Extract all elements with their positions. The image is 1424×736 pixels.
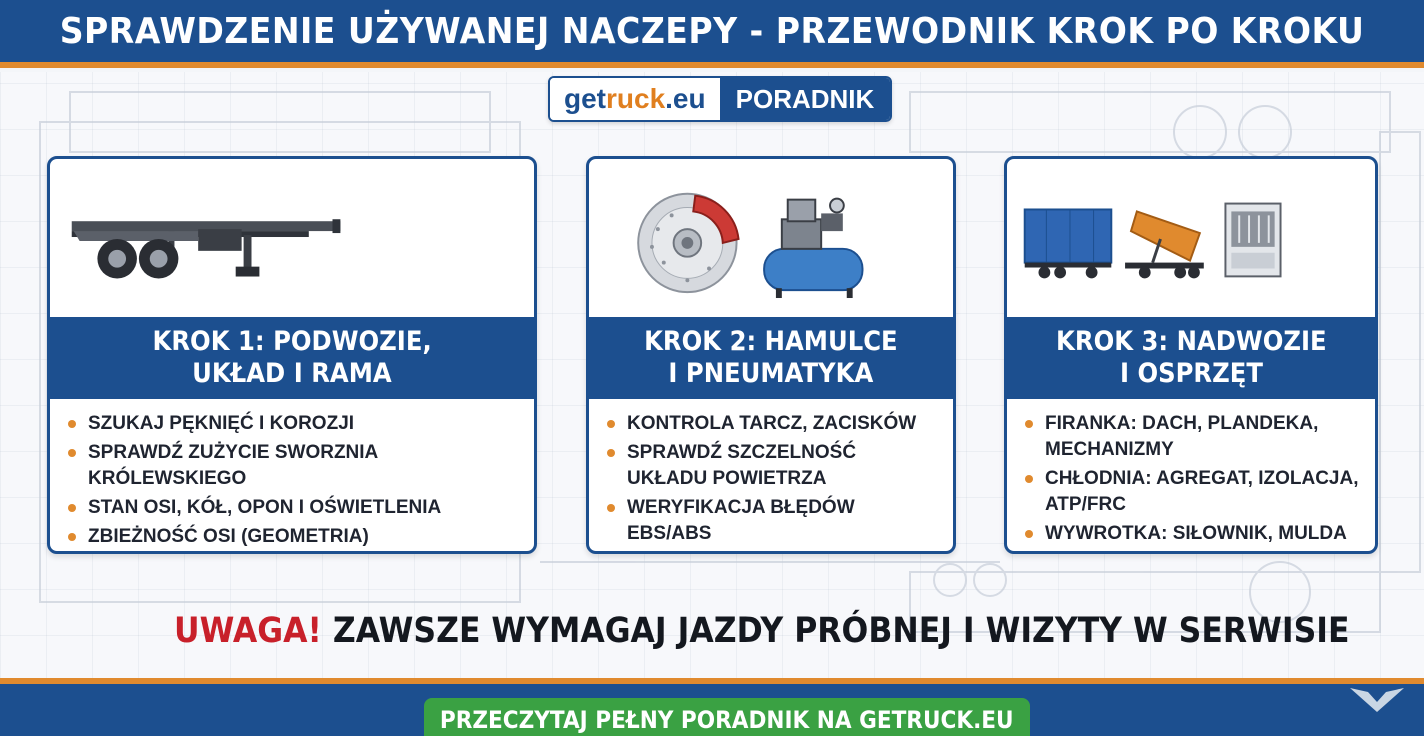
step-3-checklist: [1007, 411, 1375, 550]
list-item: WYWROTKA: SIŁOWNIK, MULDA: [1025, 521, 1359, 547]
logo-text-accent: ruck: [606, 83, 666, 114]
list-item: WERYFIKACJA BŁĘDÓW EBS/ABS: [607, 495, 937, 547]
warning-label: UWAGA!: [174, 611, 322, 651]
step-2-line1: KROK 2: HAMULCE: [644, 326, 898, 357]
refrigeration-unit-icon: [1225, 204, 1280, 277]
step-card-1: [47, 156, 537, 554]
list-item: SZUKAJ PĘKNIĘĆ I KOROZJI: [68, 411, 518, 437]
air-compressor-icon: [764, 199, 862, 298]
step-1-heading: [50, 317, 534, 399]
step-1-line1: KROK 1: PODWOZIE,: [152, 326, 432, 357]
list-item: CHŁODNIA: AGREGAT, IZOLACJA, ATP/FRC: [1025, 466, 1359, 518]
warning-banner: [160, 598, 1350, 664]
list-item: KONTROLA TARCZ, ZACISKÓW: [607, 411, 937, 437]
step-2-heading: [589, 317, 953, 399]
warning-text: [174, 611, 1350, 651]
sparkle-icon: [1346, 684, 1408, 716]
header-banner: [0, 0, 1424, 68]
list-item: FIRANKA: DACH, PLANDEKA, MECHANIZMY: [1025, 411, 1359, 463]
step-2-checklist: [589, 411, 953, 550]
list-item: SPRAWDŹ SZCZELNOŚĆ UKŁADU POWIETRZA: [607, 440, 937, 492]
step-1-checklist: [50, 411, 534, 553]
warning-message: ZAWSZE WYMAGAJ JAZDY PRÓBNEJ I WIZYTY W SERWISIE: [321, 611, 1350, 651]
step-3-line2: I OSPRZĘT: [1119, 358, 1263, 389]
step-1-line2: UKŁAD I RAMA: [192, 358, 392, 389]
page-title: SPRAWDZENIE UŻYWANEJ NACZEPY - PRZEWODNIK KROK PO KROKU: [59, 10, 1365, 52]
cta-label: PRZECZYTAJ PEŁNY PORADNIK NA GETRUCK.EU: [440, 706, 1014, 734]
step-3-line1: KROK 3: NADWOZIE: [1055, 326, 1327, 357]
logo-text-main: get: [564, 83, 606, 114]
step-2-line2: I PNEUMATYKA: [668, 358, 874, 389]
tipper-trailer-icon: [1125, 211, 1204, 278]
step-3-heading: [1007, 317, 1375, 399]
logo-text-suffix: .eu: [665, 83, 706, 114]
brake-disc-icon: [638, 194, 738, 292]
guide-tag: PORADNIK: [720, 78, 891, 120]
brake-components-illustration: [589, 159, 953, 317]
trailer-chassis-icon: [50, 159, 534, 317]
list-item: SPRAWDŹ ZUŻYCIE SWORZNIA KRÓLEWSKIEGO: [68, 440, 518, 492]
read-full-guide-button[interactable]: [424, 698, 1030, 736]
step-card-2: [586, 156, 956, 554]
list-item: ZBIEŻNOŚĆ OSI (GEOMETRIA): [68, 524, 518, 550]
step-card-3: [1004, 156, 1378, 554]
curtain-trailer-icon: [1025, 209, 1112, 278]
getruck-logo[interactable]: [550, 78, 720, 120]
brand-badge[interactable]: [548, 76, 892, 122]
body-types-illustration: [1007, 159, 1375, 317]
list-item: STAN OSI, KÓŁ, OPON I OŚWIETLENIA: [68, 495, 518, 521]
